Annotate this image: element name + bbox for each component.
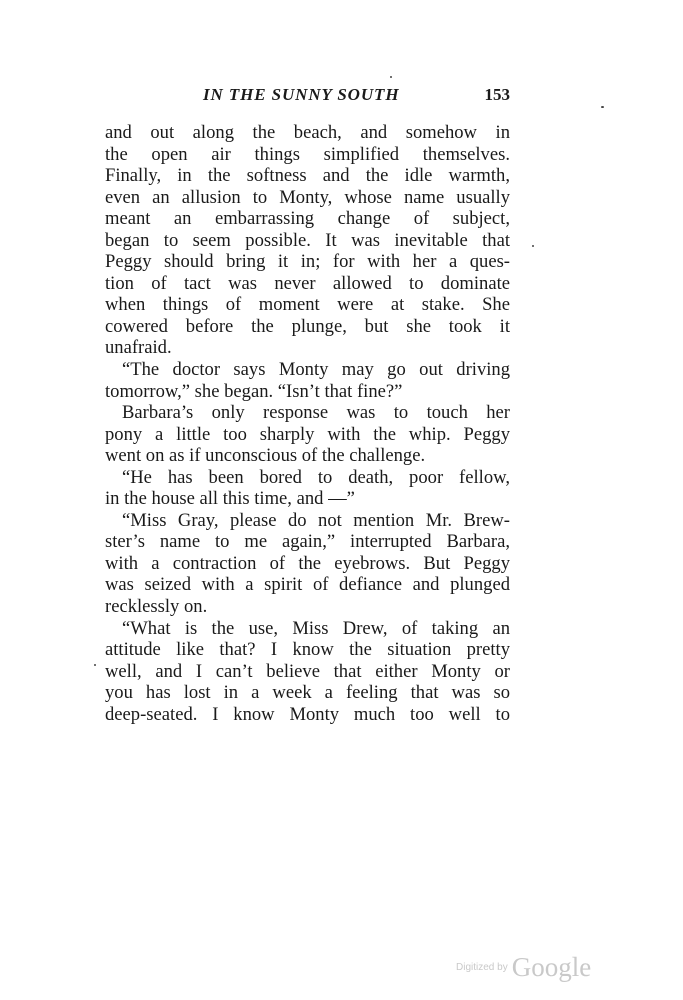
text-line: the open air things simplified themselves. [105,143,510,165]
text-line: you has lost in a week a feeling that was so [105,682,510,704]
text-line: “What is the use, Miss Drew, of taking an [122,617,510,639]
text-line: tomorrow,” she began. “Isn’t that fine?” [105,380,403,402]
text-line: “He has been bored to death, poor fellow, [122,466,510,488]
text-line: in the house all this time, and —” [105,488,355,510]
text-line: meant an embarrassing change of subject, [105,208,510,230]
text-line: was seized with a spirit of defiance and plunged [105,574,510,596]
digitized-by-google-watermark [456,952,591,983]
text-line: “The doctor says Monty may go out driving [122,359,510,381]
watermark-brand: Google [511,952,592,982]
text-line: deep-seated. I know Monty much too well to [105,703,510,725]
text-line: pony a little too sharply with the whip. Peggy [105,423,510,445]
page-header [105,85,510,109]
text-line: recklessly on. [105,596,208,618]
text-line: tion of tact was never allowed to dominate [105,272,510,294]
page-number: 153 [484,85,510,104]
scan-speck [601,106,604,108]
watermark-prefix: Digitized by [456,962,508,973]
text-line: Finally, in the softness and the idle warmth, [105,165,510,187]
text-line: unafraid. [105,337,172,359]
text-line: “Miss Gray, please do not mention Mr. Brew- [122,509,510,531]
text-line: ster’s name to me again,” interrupted Barbara, [105,531,510,553]
body-text [105,122,510,725]
text-line: Peggy should bring it in; for with her a ques- [105,251,510,273]
scan-speck [532,245,534,247]
scan-speck [94,664,96,666]
text-line: attitude like that? I know the situation pretty [105,639,510,661]
text-line: with a contraction of the eyebrows. But Peggy [105,552,510,574]
text-line: even an allusion to Monty, whose name usually [105,186,510,208]
scan-speck [390,76,392,78]
text-line: went on as if unconscious of the challenge. [105,445,426,467]
text-line: and out along the beach, and somehow in [105,122,510,143]
running-head-title: IN THE SUNNY SOUTH [203,85,400,104]
text-line: well, and I can’t believe that either Monty or [105,660,510,682]
text-line: when things of moment were at stake. She [105,294,510,316]
text-line: began to seem possible. It was inevitable that [105,229,510,251]
text-line: cowered before the plunge, but she took it [105,315,510,337]
text-line: Barbara’s only response was to touch her [122,402,510,424]
